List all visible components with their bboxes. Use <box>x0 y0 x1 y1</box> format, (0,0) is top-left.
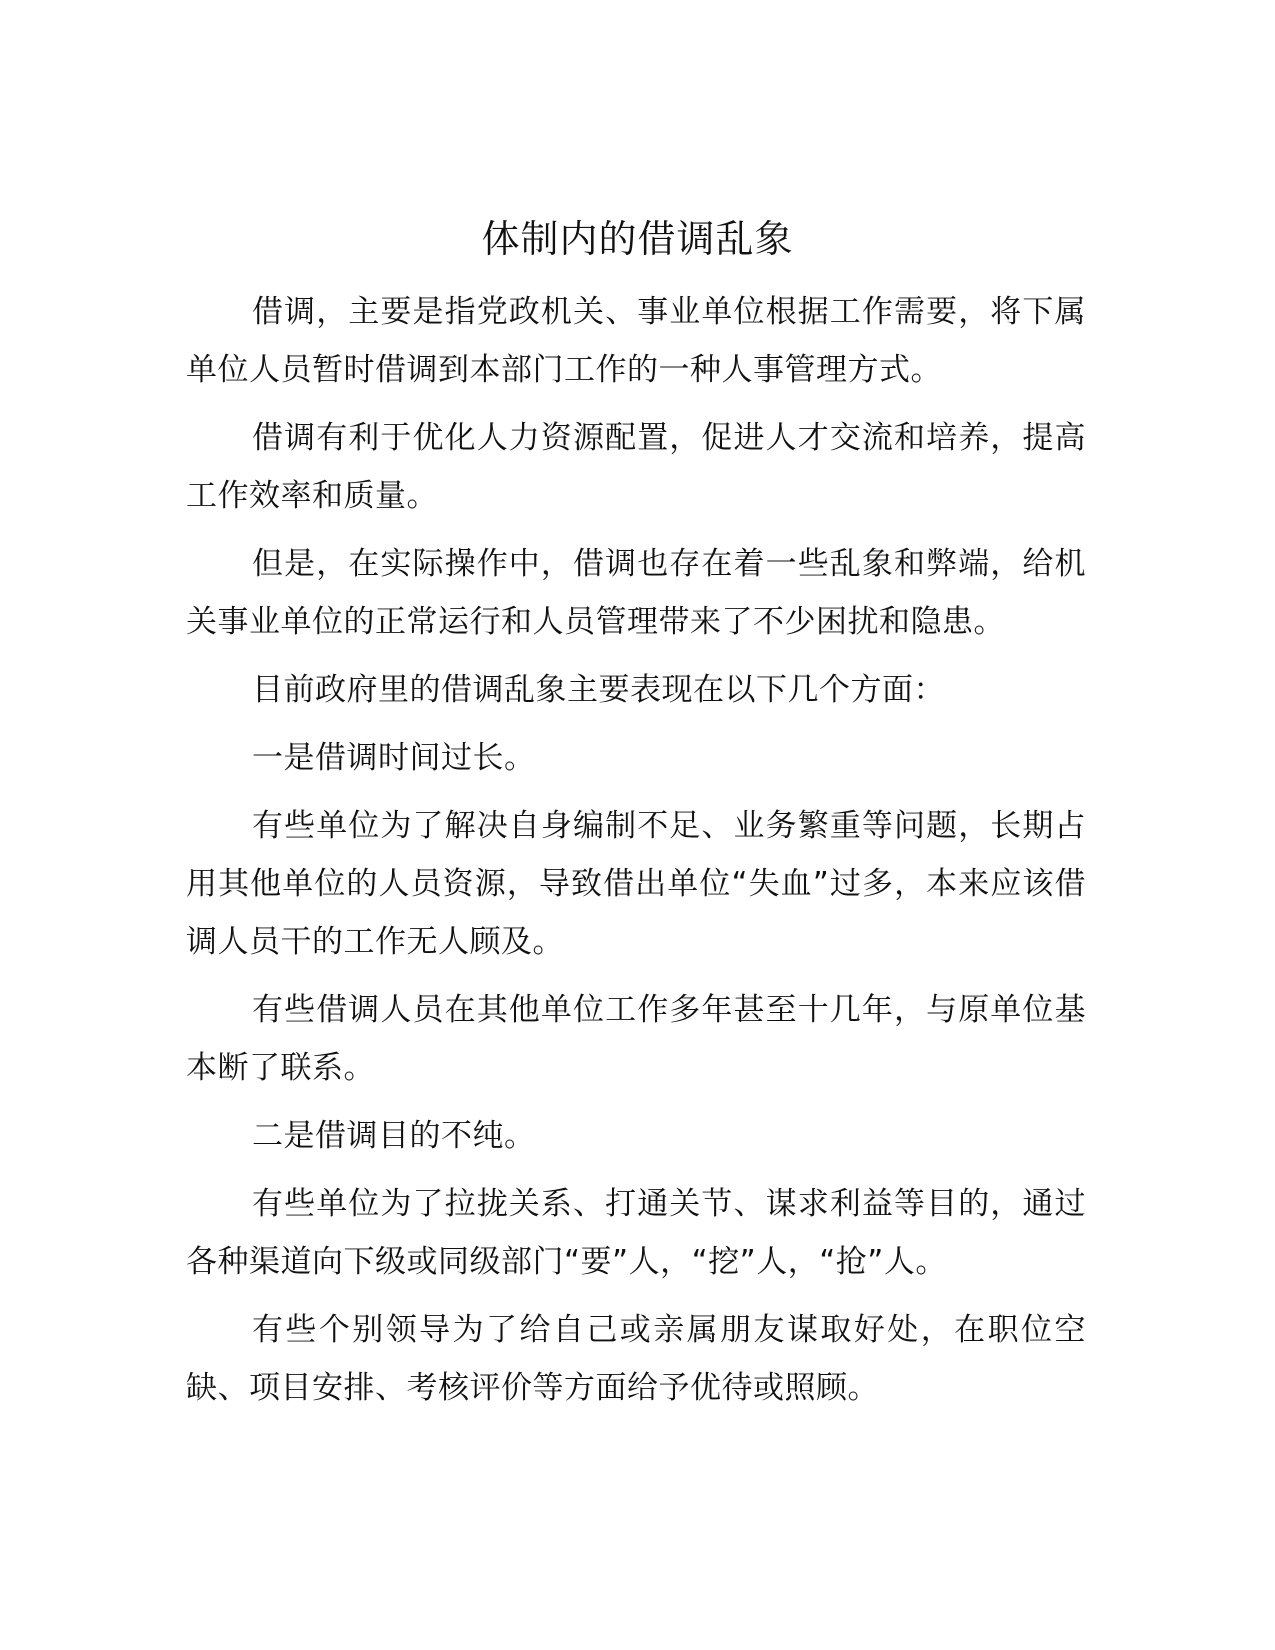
paragraph-point-one-detail-a: 有些单位为了解决自身编制不足、业务繁重等问题，长期占用其他单位的人员资源，导致借出单位“失血”过多，本来应该借调人员干的工作无人顾及。 <box>186 808 1086 960</box>
paragraph-point-one-heading: 一是借调时间过长。 <box>252 740 536 776</box>
paragraph-benefits: 借调有利于优化人力资源配置，促进人才交流和培养，提高工作效率和质量。 <box>186 420 1086 514</box>
paragraph-point-two-detail-a: 有些单位为了拉拢关系、打通关节、谋求利益等目的，通过各种渠道向下级或同级部门“要”人，“挖”人，“抢”人。 <box>186 1186 1086 1280</box>
document-title: 体制内的借调乱象 <box>481 217 794 261</box>
paragraph-problems: 但是，在实际操作中，借调也存在着一些乱象和弊端，给机关事业单位的正常运行和人员管理带来了不少困扰和隐患。 <box>186 546 1086 640</box>
paragraph-overview: 目前政府里的借调乱象主要表现在以下几个方面： <box>252 672 945 708</box>
paragraph-point-two-detail-b: 有些个别领导为了给自己或亲属朋友谋取好处，在职位空缺、项目安排、考核评价等方面给予优待或照顾。 <box>186 1312 1086 1406</box>
document-body <box>186 283 1086 1427</box>
paragraph-intro-definition: 借调，主要是指党政机关、事业单位根据工作需要，将下属单位人员暂时借调到本部门工作的一种人事管理方式。 <box>186 294 1086 388</box>
paragraph-point-two-heading: 二是借调目的不纯。 <box>252 1118 536 1154</box>
paragraph-point-one-detail-b: 有些借调人员在其他单位工作多年甚至十几年，与原单位基本断了联系。 <box>186 992 1086 1086</box>
